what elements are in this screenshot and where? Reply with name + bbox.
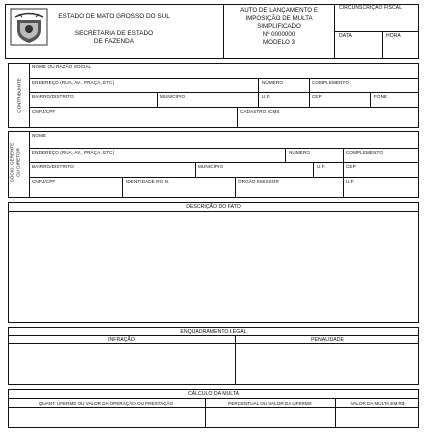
contrib-numero-field[interactable] xyxy=(259,85,308,91)
coat-of-arms-icon xyxy=(10,8,48,46)
socio-municipio-field[interactable] xyxy=(196,169,312,176)
contrib-endereco-field[interactable] xyxy=(30,85,257,91)
contrib-cep-field[interactable] xyxy=(310,99,369,106)
socio-numero-field[interactable] xyxy=(286,155,342,161)
socio-nome-field[interactable] xyxy=(30,138,419,147)
enquadramento-title-line xyxy=(8,335,419,336)
contrib-complemento-label: COMPLEMENTO xyxy=(312,80,350,85)
state-name: ESTADO DE MATO GROSSO DO SUL xyxy=(58,13,170,20)
calculo-quant-field[interactable] xyxy=(9,408,205,427)
socio-orgao-label: ÓRGÃO EMISSOR xyxy=(238,179,279,184)
contrib-complemento-field[interactable] xyxy=(310,85,419,91)
contrib-cadastro-label: CADASTRO ICMS xyxy=(240,109,280,114)
enquadramento-title: ENQUADRAMENTO LEGAL xyxy=(180,329,247,335)
socio-row1-line xyxy=(29,148,419,149)
socio-row2-line xyxy=(29,162,419,163)
calculo-percentual-field[interactable] xyxy=(206,408,335,427)
calculo-col2-label: PERCENTUAL OU VALOR DA UFERMS xyxy=(228,401,312,406)
form-model: MODELO 3 xyxy=(263,39,295,46)
contrib-nome-label: NOME OU RAZÃO SOCIAL xyxy=(32,64,92,69)
hora-field[interactable] xyxy=(383,40,419,59)
secretaria-line2: DE FAZENDA xyxy=(93,38,135,45)
fato-description-field[interactable] xyxy=(10,213,417,321)
contrib-cep-label: CEP xyxy=(312,94,322,99)
contrib-row3-line xyxy=(29,107,419,108)
fato-title-underline xyxy=(8,211,419,212)
contrib-municipio-field[interactable] xyxy=(158,99,257,106)
fato-title: DESCRIÇÃO DO FATO xyxy=(186,204,241,210)
contrib-cnpj-label: CNPJ/CPF xyxy=(32,109,56,114)
form-title-line1: AUTO DE LANÇAMENTO E xyxy=(240,7,318,14)
socio-cnpj-label: CNPJ/CPF xyxy=(32,179,56,184)
contrib-cnpj-field[interactable] xyxy=(30,114,236,127)
contrib-endereco-label: ENDEREÇO (RUA, AV., PRAÇA, ETC) xyxy=(32,80,115,85)
socio-municipio-label: MUNICÍPIO xyxy=(198,164,224,169)
socio-endereco-field[interactable] xyxy=(30,155,284,161)
socio-side-label-1: SÓCIO, GERENTE xyxy=(9,142,15,183)
socio-bairro-field[interactable] xyxy=(30,169,194,176)
penalidade-field[interactable] xyxy=(236,344,418,384)
contrib-fone-field[interactable] xyxy=(371,99,419,106)
socio-identidade-field[interactable] xyxy=(123,184,234,197)
circunscricao-field[interactable] xyxy=(335,12,419,31)
socio-complemento-field[interactable] xyxy=(344,155,419,161)
circunscricao-label: CIRCUNSCRIÇÃO FISCAL xyxy=(339,5,403,11)
socio-uf-label: U.F. xyxy=(317,164,326,169)
socio-complemento-label: COMPLEMENTO xyxy=(346,150,384,155)
contrib-uf-field[interactable] xyxy=(259,99,308,106)
socio-uf2-label: U.F. xyxy=(346,179,355,184)
form-title-line2: IMPOSIÇÃO DE MULTA xyxy=(245,15,313,22)
socio-row3-line xyxy=(29,177,419,178)
data-field[interactable] xyxy=(335,40,382,59)
contrib-fone-label: FONE xyxy=(374,94,388,99)
contrib-numero-label: NÚMERO xyxy=(262,80,284,85)
contrib-nome-field[interactable] xyxy=(30,69,419,78)
socio-uf-field[interactable] xyxy=(314,169,342,176)
socio-cep-field[interactable] xyxy=(344,169,419,176)
calculo-col1-label: QUANT. UFERMS OU VALOR DA OPERAÇÃO OU PRESTAÇÃO xyxy=(38,401,174,406)
socio-cep-label: CEP xyxy=(346,164,356,169)
penalidade-label: PENALIDADE xyxy=(311,337,344,343)
socio-orgao-field[interactable] xyxy=(236,184,342,197)
socio-bairro-label: BAIRRO/DISTRITO xyxy=(32,164,74,169)
socio-uf2-field[interactable] xyxy=(344,184,419,197)
socio-endereco-label: ENDEREÇO (RUA, AV., PRAÇA, ETC) xyxy=(32,150,115,155)
form-number: Nº 0000000 xyxy=(262,31,296,38)
socio-cnpj-field[interactable] xyxy=(30,184,121,197)
socio-identidade-label: IDENTIDADE RG N. xyxy=(126,179,170,184)
infracao-label: INFRAÇÃO xyxy=(108,337,135,343)
form-title-line3: SIMPLIFICADO xyxy=(257,23,301,30)
contrib-municipio-label: MUNICÍPIO xyxy=(160,94,186,99)
contrib-cadastro-field[interactable] xyxy=(238,114,419,127)
infracao-field[interactable] xyxy=(9,344,235,384)
contrib-bairro-field[interactable] xyxy=(30,99,156,106)
calculo-title-line xyxy=(8,398,419,399)
calculo-col3-label: VALOR DA MULTA EM R$ xyxy=(350,401,405,406)
socio-numero-label: NÚMERO xyxy=(289,150,311,155)
contrib-row2-line xyxy=(29,92,419,93)
calculo-title: CÁLCULO DA MULTA xyxy=(187,391,240,397)
contribuinte-side-label: CONTRIBUINTE xyxy=(16,78,22,113)
socio-side-label-2: OU DIRETOR xyxy=(15,148,21,177)
circ-data-divider xyxy=(334,31,419,32)
contrib-uf-label: U.F. xyxy=(262,94,271,99)
calculo-valor-field[interactable] xyxy=(336,408,418,427)
contrib-row1-line xyxy=(29,78,419,79)
data-label: DATA xyxy=(339,33,352,39)
socio-nome-label: NOME xyxy=(32,133,47,138)
secretaria-line1: SECRETARIA DE ESTADO xyxy=(74,30,154,37)
hora-label: HORA xyxy=(386,33,401,39)
contrib-bairro-label: BAIRRO/DISTRITO xyxy=(32,94,74,99)
